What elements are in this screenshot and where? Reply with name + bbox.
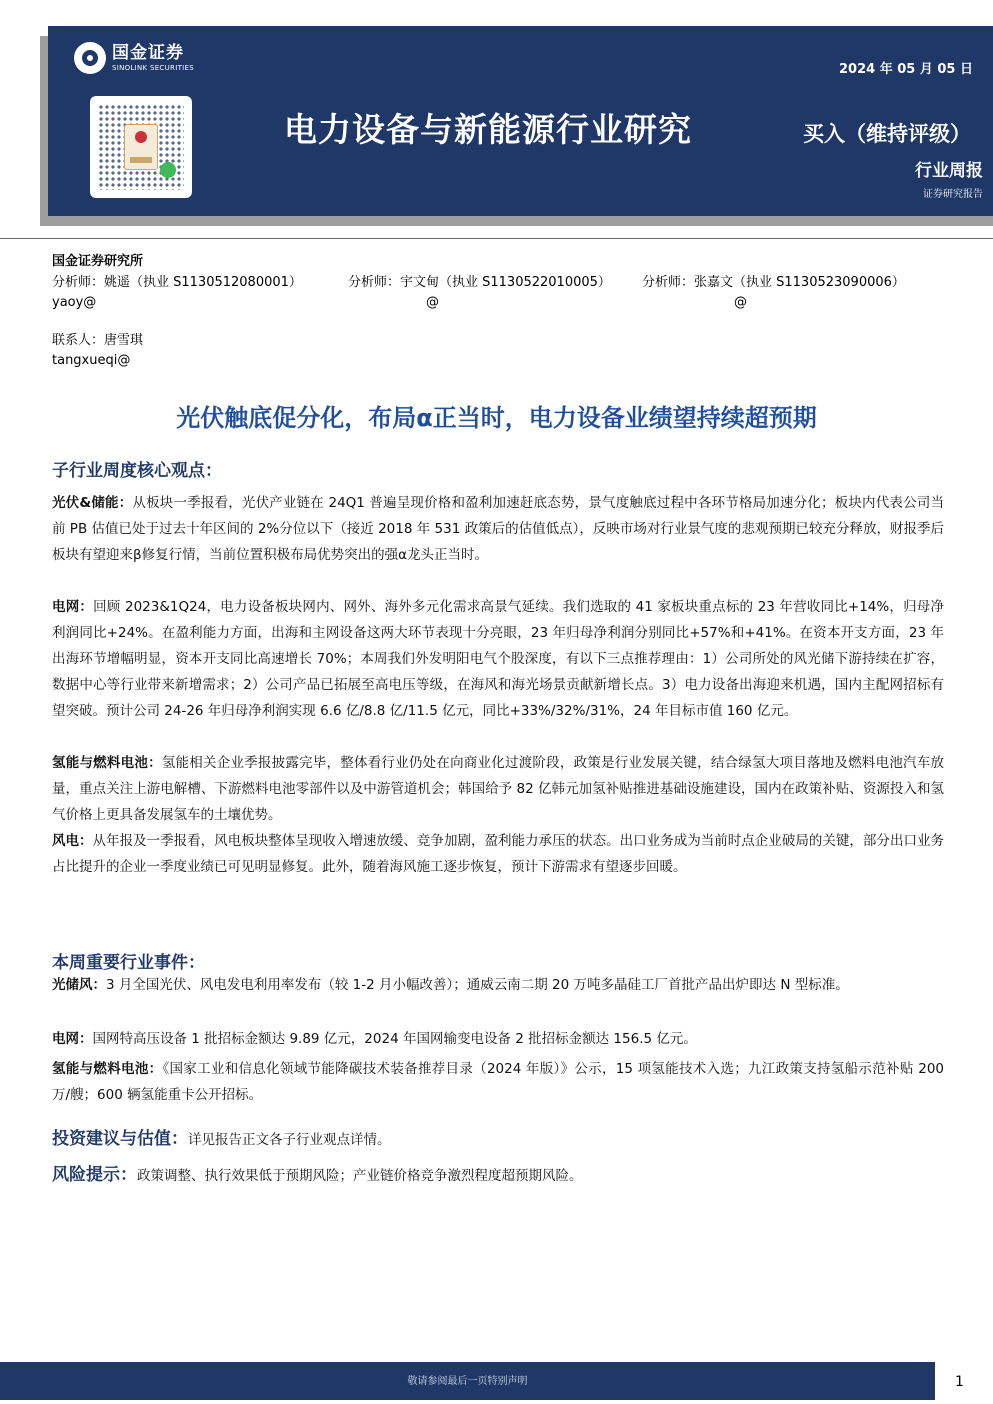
para-text: 《国家工业和信息化领域节能降碳技术装备推荐目录（2024 年版）》公示，15 项氢能技术入选；九江政策支持氢船示范补贴 200 万/艘；600 辆氢能重卡公开招标。 [52,1061,944,1103]
para-label: 光伏&储能： [52,495,133,511]
analyst-3-email[interactable]: @ [734,295,747,310]
event-grid-paragraph [52,1026,944,1052]
report-subtype: 证券研究报告 [923,189,983,200]
header-banner [48,26,993,216]
risk-line [52,1160,583,1185]
investment-heading: 投资建议与估值： [52,1129,188,1149]
main-heading: 光伏触底促分化，布局α正当时，电力设备业绩望持续超预期 [176,404,817,432]
footer-disclaimer: 敬请参阅最后一页特别声明 [407,1376,528,1387]
contact-email[interactable]: tangxueqi@ [52,353,131,368]
grid-paragraph [52,594,944,724]
risk-heading: 风险提示： [52,1165,137,1185]
analyst-3: 分析师：张嘉文（执业 S1130523090006） [642,275,905,290]
analyst-1-email[interactable]: yaoy@ [52,295,97,310]
report-title: 电力设备与新能源行业研究 [284,110,692,149]
logo-icon [74,42,106,74]
para-text: 从板块一季报看，光伏产业链在 24Q1 普遍呈现价格和盈利加速赶底态势，景气度触底过程中各环节格局加速分化；板块内代表公司当前 PB 估值已处于过去十年区间的 2%分位以下（接近 2018 年 531 政策后的估值低点），反映市场对行业景气度的悲观预期已较充分释放，财报季后板块有望迎来β修复行情，当前位置积极布局优势突出的强α龙头正当时。 [52,495,944,563]
para-label: 光储风： [52,977,106,993]
core-views-heading: 子行业周度核心观点： [52,461,222,481]
analyst-1: 分析师：姚遥（执业 S1130512080001） [52,275,302,290]
investment-text: 详见报告正文各子行业观点详情。 [188,1132,391,1148]
hydrogen-paragraph [52,750,944,828]
logo-name-en: SINOLINK SECURITIES [112,64,194,72]
risk-text: 政策调整、执行效果低于预期风险；产业链价格竞争激烈程度超预期风险。 [137,1168,583,1184]
para-text: 国网特高压设备 1 批招标金额达 9.89 亿元，2024 年国网输变电设备 2 批招标金额达 156.5 亿元。 [92,1031,697,1047]
para-text: 回顾 2023&1Q24，电力设备板块网内、网外、海外多元化需求高景气延续。我们选取的 41 家板块重点标的 23 年营收同比+14%，归母净利润同比+24%。在盈利能力方面，出海和主网设备这两大环节表现十分亮眼，23 年归母净利润分别同比+57%和+41%。在资本开支方面，23 年出海环节增幅明显，资本开支同比高速增长 70%；本周我们外发明阳电气个股深度，有以下三点推荐理由：1）公司所处的风光储下游持续在扩容，数据中心等行业带来新增需求；2）公司产品已拓展至高电压等级，在海风和海光场景贡献新增长点。3）电力设备出海迎来机遇，国内主配网招标有望突破。预计公司 24-26 年归母净利润实现 6.6 亿/8.8 亿/11.5 亿元，同比+33%/32%/31%，24 年目标市值 160 亿元。 [52,599,945,719]
pv-storage-paragraph [52,490,944,568]
page-number: 1 [955,1374,964,1390]
logo-name-cn: 国金证券 [112,43,184,63]
events-heading: 本周重要行业事件： [52,953,205,973]
event-hydrogen-paragraph [52,1056,944,1108]
report-type: 行业周报 [915,161,983,181]
report-date: 2024 年 05 月 05 日 [839,62,973,77]
institute: 国金证券研究所 [52,254,144,269]
divider [0,238,993,239]
company-logo [74,42,194,74]
analyst-2-email[interactable]: @ [426,295,439,310]
para-label: 氢能与燃料电池： [52,1061,163,1077]
analyst-2: 分析师：宇文甸（执业 S1130522010005） [348,275,611,290]
investment-line [52,1124,391,1149]
para-text: 从年报及一季报看，风电板块整体呈现收入增速放缓、竞争加剧，盈利能力承压的状态。出口业务成为当前时点企业破局的关键，部分出口业务占比提升的企业一季度业绩已可见明显修复。此外，随着海风施工逐步恢复，预计下游需求有望逐步回暖。 [52,833,944,875]
para-text: 氢能相关企业季报披露完毕，整体看行业仍处在向商业化过渡阶段，政策是行业发展关键，结合绿氢大项目落地及燃料电池汽车放量，重点关注上游电解槽、下游燃料电池零部件以及中游管道机会；韩国给予 82 亿韩元加氢补贴推进基础设施建设，国内在政策补贴、资源投入和氢气价格上更具备发展氢车的土壤优势。 [52,755,944,823]
para-text: 3 月全国光伏、风电发电利用率发布（较 1-2 月小幅改善）；通威云南二期 20 万吨多晶硅工厂首批产品出炉即达 N 型标准。 [106,977,849,993]
event-pv-wind-paragraph [52,972,944,998]
para-label: 氢能与燃料电池： [52,755,162,771]
qr-code-icon [90,96,192,198]
wind-paragraph [52,828,944,880]
para-label: 电网： [52,1031,93,1047]
para-label: 电网： [52,599,94,615]
para-label: 风电： [52,833,93,849]
rating: 买入（维持评级） [803,122,971,146]
contact: 联系人：唐雪琪 [52,333,144,348]
